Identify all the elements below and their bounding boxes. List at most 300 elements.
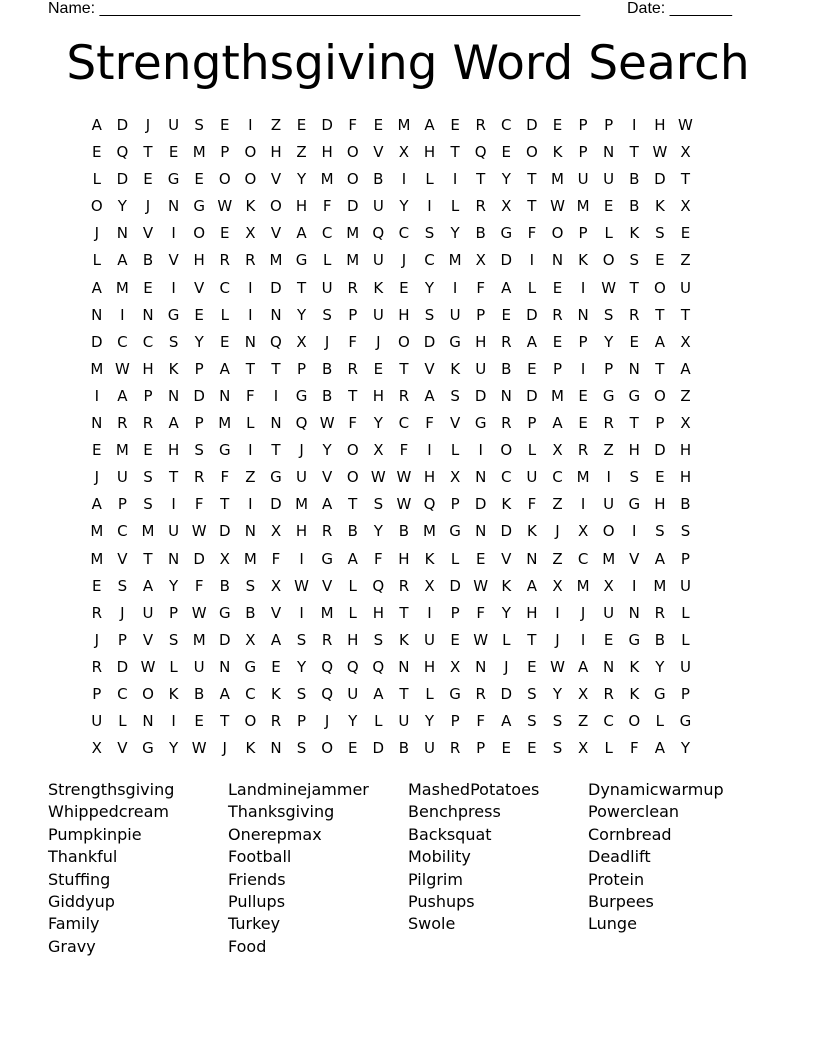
grid-letter[interactable]: I [632, 116, 637, 134]
grid-letter[interactable]: B [347, 522, 358, 541]
grid-letter[interactable]: M [602, 549, 616, 568]
grid-letter[interactable]: Y [501, 603, 511, 622]
grid-letter[interactable]: S [655, 522, 665, 541]
grid-letter[interactable]: U [116, 468, 128, 487]
grid-letter[interactable]: P [680, 549, 690, 568]
grid-letter[interactable]: T [271, 359, 281, 378]
grid-letter[interactable]: M [192, 143, 206, 162]
grid-letter[interactable]: T [348, 495, 358, 514]
grid-letter[interactable]: U [679, 657, 691, 676]
grid-letter[interactable]: T [655, 305, 665, 324]
grid-letter[interactable]: A [501, 278, 512, 297]
grid-letter[interactable]: W [114, 359, 130, 378]
grid-letter[interactable]: R [475, 197, 486, 216]
grid-letter[interactable]: X [577, 522, 589, 541]
grid-letter[interactable]: A [577, 657, 589, 676]
grid-letter[interactable]: E [680, 224, 691, 243]
grid-letter[interactable]: J [324, 332, 330, 351]
grid-letter[interactable]: Y [296, 305, 307, 324]
grid-letter[interactable]: B [219, 576, 230, 595]
grid-letter[interactable]: C [219, 278, 230, 297]
grid-letter[interactable]: I [632, 576, 637, 595]
grid-letter[interactable]: I [478, 441, 483, 460]
grid-letter[interactable]: S [296, 739, 307, 758]
grid-letter[interactable]: U [603, 495, 615, 514]
grid-letter[interactable]: S [552, 712, 563, 731]
grid-letter[interactable]: P [297, 359, 307, 378]
grid-letter[interactable]: I [248, 441, 253, 460]
grid-letter[interactable]: W [550, 197, 565, 216]
grid-letter[interactable]: L [450, 549, 460, 568]
grid-letter[interactable]: W [652, 143, 668, 162]
grid-letter[interactable]: S [424, 305, 435, 324]
grid-letter[interactable]: S [296, 630, 307, 649]
grid-letter[interactable]: V [142, 224, 154, 243]
grid-letter[interactable]: C [117, 684, 128, 703]
grid-letter[interactable]: I [120, 305, 125, 324]
grid-letter[interactable]: G [628, 495, 641, 514]
grid-letter[interactable]: L [604, 224, 613, 243]
grid-letter[interactable]: E [92, 576, 102, 595]
grid-letter[interactable]: R [603, 414, 614, 433]
grid-letter[interactable]: U [398, 712, 410, 731]
grid-letter[interactable]: X [680, 143, 691, 162]
grid-letter[interactable]: K [373, 278, 384, 297]
grid-letter[interactable]: L [450, 197, 460, 216]
grid-letter[interactable]: M [141, 522, 155, 541]
grid-letter[interactable]: S [655, 224, 665, 243]
grid-letter[interactable]: S [117, 576, 128, 595]
grid-letter[interactable]: I [580, 630, 586, 649]
grid-letter[interactable]: U [296, 468, 308, 487]
grid-letter[interactable]: E [194, 170, 204, 189]
grid-letter[interactable]: T [143, 549, 153, 568]
grid-letter[interactable]: I [606, 468, 611, 487]
grid-letter[interactable]: E [655, 251, 665, 270]
grid-letter[interactable]: I [529, 251, 535, 270]
grid-letter[interactable]: K [629, 657, 640, 676]
grid-letter[interactable]: Y [296, 657, 307, 676]
grid-letter[interactable]: X [270, 522, 282, 541]
grid-letter[interactable]: Y [348, 712, 358, 731]
grid-letter[interactable]: A [117, 251, 128, 270]
grid-letter[interactable]: U [603, 170, 615, 189]
grid-letter[interactable]: I [427, 441, 432, 460]
grid-letter[interactable]: A [654, 332, 665, 351]
grid-letter[interactable]: O [346, 468, 359, 487]
grid-letter[interactable]: Y [373, 414, 383, 433]
grid-letter[interactable]: G [474, 414, 487, 433]
grid-letter[interactable]: B [194, 684, 205, 703]
grid-letter[interactable]: K [629, 684, 640, 703]
grid-letter[interactable]: T [450, 143, 460, 162]
grid-letter[interactable]: X [398, 143, 410, 162]
grid-letter[interactable]: N [219, 657, 231, 676]
grid-letter[interactable]: N [270, 414, 282, 433]
grid-letter[interactable]: T [476, 170, 486, 189]
grid-letter[interactable]: Y [501, 170, 511, 189]
grid-letter[interactable]: S [194, 116, 204, 134]
grid-letter[interactable]: F [246, 386, 255, 405]
grid-letter[interactable]: I [427, 603, 432, 622]
grid-letter[interactable]: I [248, 495, 253, 514]
grid-letter[interactable]: D [116, 170, 129, 189]
grid-letter[interactable]: G [449, 332, 461, 351]
grid-letter[interactable]: P [220, 143, 230, 162]
grid-letter[interactable]: J [504, 657, 509, 676]
grid-letter[interactable]: R [91, 603, 103, 622]
grid-letter[interactable]: W [294, 576, 309, 595]
grid-letter[interactable]: Q [321, 657, 334, 676]
grid-letter[interactable]: V [270, 603, 282, 622]
grid-letter[interactable]: K [168, 359, 179, 378]
grid-letter[interactable]: F [629, 739, 639, 758]
grid-letter[interactable]: T [629, 143, 639, 162]
grid-letter[interactable]: P [552, 359, 562, 378]
grid-letter[interactable]: L [425, 170, 434, 189]
grid-letter[interactable]: F [220, 468, 230, 487]
grid-letter[interactable]: B [321, 386, 333, 405]
grid-letter[interactable]: Q [321, 684, 334, 703]
grid-letter[interactable]: K [501, 576, 512, 595]
grid-letter[interactable]: Y [604, 332, 614, 351]
grid-letter[interactable]: F [527, 224, 537, 243]
grid-letter[interactable]: C [577, 549, 589, 568]
grid-letter[interactable]: B [629, 170, 640, 189]
grid-letter[interactable]: W [396, 468, 412, 487]
grid-letter[interactable]: K [399, 630, 409, 649]
grid-letter[interactable]: E [501, 739, 512, 758]
grid-letter[interactable]: U [577, 170, 589, 189]
grid-letter[interactable]: T [629, 278, 639, 297]
grid-letter[interactable]: P [450, 495, 460, 514]
grid-letter[interactable]: M [576, 197, 590, 216]
grid-letter[interactable]: S [245, 576, 256, 595]
grid-letter[interactable]: X [296, 332, 307, 351]
grid-letter[interactable]: X [449, 657, 461, 676]
grid-letter[interactable]: O [346, 170, 359, 189]
grid-letter[interactable]: K [245, 739, 256, 758]
grid-letter[interactable]: R [603, 684, 614, 703]
grid-letter[interactable]: X [245, 630, 256, 649]
grid-letter[interactable]: U [91, 712, 103, 731]
grid-letter[interactable]: P [578, 332, 588, 351]
grid-letter[interactable]: U [372, 251, 384, 270]
grid-letter[interactable]: L [348, 603, 357, 622]
grid-letter[interactable]: N [167, 386, 180, 405]
grid-letter[interactable]: J [145, 197, 151, 216]
grid-letter[interactable]: E [271, 657, 281, 676]
grid-letter[interactable]: I [580, 495, 586, 514]
grid-letter[interactable]: M [346, 224, 360, 243]
grid-letter[interactable]: M [90, 522, 104, 541]
grid-letter[interactable]: E [501, 143, 512, 162]
grid-letter[interactable]: M [397, 116, 411, 134]
grid-letter[interactable]: G [218, 441, 231, 460]
grid-letter[interactable]: A [270, 630, 282, 649]
grid-letter[interactable]: E [527, 739, 537, 758]
grid-letter[interactable]: N [91, 414, 103, 433]
grid-letter[interactable]: H [347, 630, 359, 649]
grid-letter[interactable]: H [679, 468, 692, 487]
grid-letter[interactable]: T [655, 359, 665, 378]
grid-letter[interactable]: R [245, 251, 256, 270]
grid-letter[interactable]: J [555, 630, 560, 649]
grid-letter[interactable]: G [654, 684, 666, 703]
grid-letter[interactable]: I [171, 712, 176, 731]
grid-letter[interactable]: B [475, 224, 486, 243]
grid-letter[interactable]: F [476, 712, 486, 731]
grid-letter[interactable]: E [501, 305, 512, 324]
grid-letter[interactable]: E [194, 712, 204, 731]
grid-letter[interactable]: G [449, 522, 461, 541]
grid-letter[interactable]: P [297, 712, 307, 731]
grid-letter[interactable]: F [194, 576, 204, 595]
grid-letter[interactable]: P [578, 224, 588, 243]
grid-letter[interactable]: J [120, 603, 125, 622]
grid-letter[interactable]: P [143, 386, 153, 405]
grid-letter[interactable]: V [424, 359, 435, 378]
grid-letter[interactable]: N [526, 549, 538, 568]
grid-letter[interactable]: O [602, 251, 615, 270]
grid-letter[interactable]: N [270, 739, 282, 758]
grid-letter[interactable]: B [398, 522, 410, 541]
grid-letter[interactable]: L [246, 414, 255, 433]
grid-letter[interactable]: X [424, 576, 435, 595]
grid-letter[interactable]: I [299, 549, 304, 568]
grid-letter[interactable]: R [654, 603, 666, 622]
grid-letter[interactable]: M [551, 170, 564, 189]
grid-letter[interactable]: X [680, 332, 691, 351]
grid-letter[interactable]: N [475, 468, 487, 487]
grid-letter[interactable]: N [603, 143, 615, 162]
grid-letter[interactable]: A [373, 684, 384, 703]
grid-letter[interactable]: Q [295, 414, 308, 433]
grid-letter[interactable]: S [603, 305, 614, 324]
grid-letter[interactable]: Y [450, 224, 460, 243]
grid-letter[interactable]: N [244, 522, 256, 541]
grid-letter[interactable]: K [578, 251, 588, 270]
grid-letter[interactable]: O [525, 143, 538, 162]
grid-letter[interactable]: E [578, 386, 588, 405]
grid-letter[interactable]: P [117, 630, 127, 649]
grid-letter[interactable]: I [171, 278, 176, 297]
grid-letter[interactable]: N [167, 197, 180, 216]
grid-letter[interactable]: P [527, 414, 537, 433]
grid-letter[interactable]: J [580, 603, 586, 622]
grid-letter[interactable]: A [680, 359, 691, 378]
grid-letter[interactable]: N [142, 712, 154, 731]
grid-letter[interactable]: A [296, 224, 307, 243]
grid-letter[interactable]: G [167, 305, 180, 324]
grid-letter[interactable]: L [92, 251, 101, 270]
grid-letter[interactable]: G [193, 197, 205, 216]
grid-letter[interactable]: L [450, 441, 460, 460]
grid-letter[interactable]: X [501, 197, 512, 216]
grid-letter[interactable]: R [629, 305, 640, 324]
grid-letter[interactable]: U [679, 576, 691, 595]
grid-letter[interactable]: U [449, 305, 461, 324]
grid-letter[interactable]: U [424, 630, 435, 649]
grid-letter[interactable]: R [475, 116, 486, 134]
grid-letter[interactable]: V [270, 224, 282, 243]
grid-letter[interactable]: H [654, 116, 666, 134]
grid-letter[interactable]: T [680, 305, 691, 324]
grid-letter[interactable]: R [270, 712, 282, 731]
grid-letter[interactable]: H [295, 197, 308, 216]
grid-letter[interactable]: E [143, 278, 153, 297]
grid-letter[interactable]: W [370, 468, 386, 487]
grid-letter[interactable]: R [321, 630, 333, 649]
grid-letter[interactable]: E [220, 332, 230, 351]
grid-letter[interactable]: D [91, 332, 103, 351]
grid-letter[interactable]: E [143, 170, 153, 189]
grid-letter[interactable]: N [551, 251, 564, 270]
grid-letter[interactable]: V [168, 251, 179, 270]
grid-letter[interactable]: X [577, 739, 589, 758]
grid-letter[interactable]: W [550, 657, 565, 676]
grid-letter[interactable]: E [552, 116, 563, 134]
grid-letter[interactable]: L [655, 712, 665, 731]
grid-letter[interactable]: D [116, 657, 129, 676]
grid-letter[interactable]: T [271, 441, 281, 460]
grid-letter[interactable]: I [273, 386, 279, 405]
grid-letter[interactable]: M [295, 495, 309, 514]
grid-letter[interactable]: A [168, 414, 179, 433]
grid-letter[interactable]: F [527, 495, 537, 514]
grid-letter[interactable]: S [424, 224, 435, 243]
grid-letter[interactable]: R [501, 414, 512, 433]
grid-letter[interactable]: V [142, 630, 154, 649]
grid-letter[interactable]: B [373, 170, 384, 189]
grid-letter[interactable]: L [118, 712, 127, 731]
grid-letter[interactable]: D [474, 495, 487, 514]
grid-letter[interactable]: J [376, 332, 381, 351]
grid-letter[interactable]: E [527, 359, 537, 378]
grid-letter[interactable]: T [399, 359, 409, 378]
grid-letter[interactable]: F [348, 116, 358, 134]
grid-letter[interactable]: S [552, 739, 563, 758]
grid-letter[interactable]: V [117, 739, 128, 758]
grid-letter[interactable]: G [270, 468, 282, 487]
grid-letter[interactable]: R [552, 305, 563, 324]
grid-letter[interactable]: D [449, 576, 461, 595]
grid-letter[interactable]: M [115, 441, 129, 460]
grid-letter[interactable]: Y [552, 684, 563, 703]
grid-letter[interactable]: W [601, 278, 617, 297]
grid-letter[interactable]: S [680, 522, 691, 541]
grid-letter[interactable]: V [322, 468, 333, 487]
grid-letter[interactable]: F [348, 332, 358, 351]
grid-letter[interactable]: M [346, 251, 360, 270]
grid-letter[interactable]: G [295, 386, 308, 405]
grid-letter[interactable]: O [602, 522, 615, 541]
grid-letter[interactable]: O [244, 712, 257, 731]
grid-letter[interactable]: P [476, 305, 486, 324]
grid-letter[interactable]: Z [552, 549, 563, 568]
grid-letter[interactable]: A [552, 414, 563, 433]
grid-letter[interactable]: A [117, 386, 128, 405]
grid-letter[interactable]: D [526, 305, 538, 324]
grid-letter[interactable]: N [398, 657, 410, 676]
grid-letter[interactable]: F [399, 441, 409, 460]
grid-letter[interactable]: P [348, 305, 358, 324]
grid-letter[interactable]: E [450, 116, 460, 134]
grid-letter[interactable]: R [475, 684, 486, 703]
grid-letter[interactable]: P [604, 116, 614, 134]
grid-letter[interactable]: S [194, 441, 204, 460]
grid-letter[interactable]: G [218, 603, 231, 622]
grid-letter[interactable]: I [248, 278, 253, 297]
grid-letter[interactable]: T [245, 359, 255, 378]
grid-letter[interactable]: Z [296, 143, 307, 162]
grid-letter[interactable]: M [218, 414, 232, 433]
grid-letter[interactable]: A [424, 386, 435, 405]
grid-letter[interactable]: R [398, 386, 410, 405]
grid-letter[interactable]: V [322, 576, 333, 595]
grid-letter[interactable]: Q [372, 657, 385, 676]
grid-letter[interactable]: D [500, 251, 513, 270]
grid-letter[interactable]: B [245, 603, 256, 622]
grid-letter[interactable]: B [142, 251, 154, 270]
grid-letter[interactable]: D [372, 739, 385, 758]
grid-letter[interactable]: Y [296, 170, 307, 189]
grid-letter[interactable]: W [191, 522, 207, 541]
grid-letter[interactable]: P [194, 414, 204, 433]
grid-letter[interactable]: M [551, 386, 564, 405]
grid-letter[interactable]: Q [372, 224, 385, 243]
grid-letter[interactable]: L [681, 603, 690, 622]
grid-letter[interactable]: X [270, 576, 282, 595]
grid-letter[interactable]: R [142, 414, 154, 433]
grid-letter[interactable]: P [578, 143, 588, 162]
grid-letter[interactable]: W [191, 603, 207, 622]
grid-letter[interactable]: U [424, 739, 435, 758]
grid-letter[interactable]: J [222, 739, 227, 758]
grid-letter[interactable]: V [117, 549, 128, 568]
grid-letter[interactable]: N [142, 305, 154, 324]
grid-letter[interactable]: M [90, 359, 104, 378]
grid-letter[interactable]: R [321, 522, 333, 541]
grid-letter[interactable]: A [91, 116, 102, 134]
grid-letter[interactable]: I [452, 170, 458, 189]
grid-letter[interactable]: H [372, 386, 384, 405]
grid-letter[interactable]: U [679, 278, 691, 297]
grid-letter[interactable]: O [270, 197, 282, 216]
grid-letter[interactable]: D [193, 386, 205, 405]
grid-letter[interactable]: C [117, 522, 128, 541]
grid-letter[interactable]: D [500, 684, 513, 703]
grid-letter[interactable]: T [527, 197, 537, 216]
grid-letter[interactable]: O [244, 170, 257, 189]
grid-letter[interactable]: A [142, 576, 154, 595]
grid-letter[interactable]: X [475, 251, 486, 270]
grid-letter[interactable]: T [527, 170, 537, 189]
grid-letter[interactable]: N [577, 305, 589, 324]
grid-letter[interactable]: E [603, 197, 614, 216]
grid-letter[interactable]: S [143, 468, 153, 487]
grid-letter[interactable]: D [218, 630, 231, 649]
grid-letter[interactable]: Q [116, 143, 129, 162]
grid-letter[interactable]: C [603, 712, 614, 731]
grid-letter[interactable]: N [500, 386, 512, 405]
grid-letter[interactable]: X [373, 441, 384, 460]
grid-letter[interactable]: V [449, 414, 461, 433]
grid-letter[interactable]: L [348, 576, 357, 595]
grid-letter[interactable]: O [142, 684, 154, 703]
grid-letter[interactable]: O [321, 739, 334, 758]
grid-letter[interactable]: J [94, 224, 100, 243]
